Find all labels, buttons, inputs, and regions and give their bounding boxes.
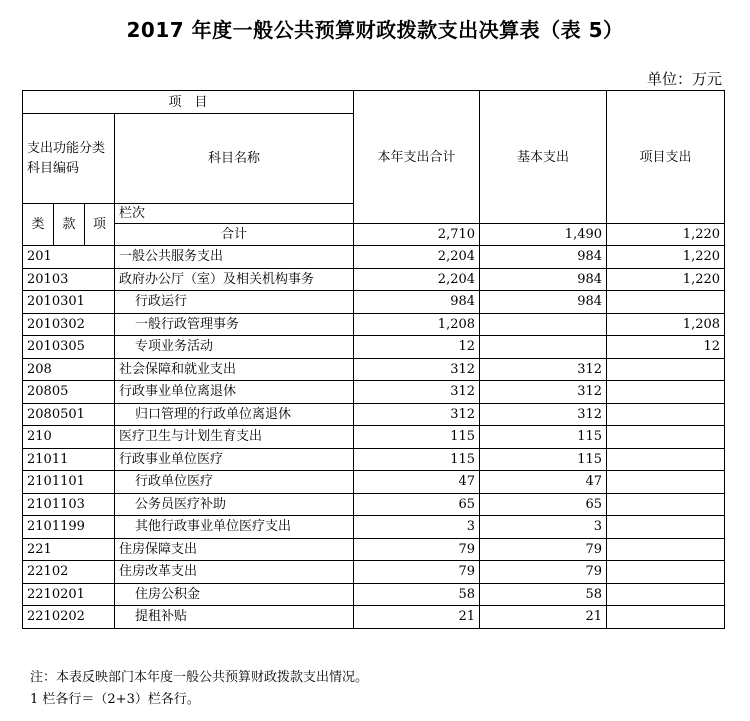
row-total: 21 xyxy=(354,606,480,629)
row-basic: 115 xyxy=(480,448,607,471)
row-code: 2010305 xyxy=(23,336,115,359)
row-total: 312 xyxy=(354,381,480,404)
row-code: 2010301 xyxy=(23,291,115,314)
row-basic xyxy=(480,336,607,359)
header-lei: 类 xyxy=(23,204,54,246)
row-project xyxy=(607,471,725,494)
row-basic: 3 xyxy=(480,516,607,539)
row-basic: 47 xyxy=(480,471,607,494)
row-subject-name: 行政单位医疗 xyxy=(115,471,354,494)
header-kuan: 款 xyxy=(54,204,85,246)
header-total: 本年支出合计 xyxy=(354,91,480,224)
row-project xyxy=(607,403,725,426)
row-basic: 65 xyxy=(480,493,607,516)
table-row xyxy=(23,538,725,561)
row-project xyxy=(607,448,725,471)
row-basic: 115 xyxy=(480,426,607,449)
row-total: 79 xyxy=(354,561,480,584)
table-row xyxy=(23,493,725,516)
row-total: 12 xyxy=(354,336,480,359)
row-project xyxy=(607,426,725,449)
row-subject-name: 一般公共服务支出 xyxy=(115,246,354,269)
row-project: 1,220 xyxy=(607,268,725,291)
row-code: 2210201 xyxy=(23,583,115,606)
row-code: 2101199 xyxy=(23,516,115,539)
header-project-expenditure: 项目支出 xyxy=(607,91,725,224)
table-row xyxy=(23,471,725,494)
table-row xyxy=(23,448,725,471)
table-row xyxy=(23,403,725,426)
row-subject-name: 行政事业单位医疗 xyxy=(115,448,354,471)
row-code: 2010302 xyxy=(23,313,115,336)
row-code: 2080501 xyxy=(23,403,115,426)
row-code: 20103 xyxy=(23,268,115,291)
row-subject-name: 归口管理的行政单位离退休 xyxy=(115,403,354,426)
row-code: 221 xyxy=(23,538,115,561)
row-total: 58 xyxy=(354,583,480,606)
row-total: 115 xyxy=(354,448,480,471)
note-line-1: 注：本表反映部门本年度一般公共预算财政拨款支出情况。 xyxy=(30,670,369,685)
header-basic: 基本支出 xyxy=(480,91,607,224)
row-subject-name: 住房改革支出 xyxy=(115,561,354,584)
sum-row xyxy=(23,224,725,246)
table-row xyxy=(23,358,725,381)
row-project xyxy=(607,561,725,584)
row-basic: 79 xyxy=(480,538,607,561)
row-project: 12 xyxy=(607,336,725,359)
row-code: 2101103 xyxy=(23,493,115,516)
unit-label: 单位：万元 xyxy=(646,70,722,88)
table-row xyxy=(23,291,725,314)
expenditure-table xyxy=(22,90,725,629)
row-code: 2210202 xyxy=(23,606,115,629)
header-row-project xyxy=(23,91,725,114)
table-row xyxy=(23,561,725,584)
row-subject-name: 专项业务活动 xyxy=(115,336,354,359)
table-row xyxy=(23,336,725,359)
row-subject-name: 公务员医疗补助 xyxy=(115,493,354,516)
row-basic: 312 xyxy=(480,403,607,426)
row-project xyxy=(607,493,725,516)
row-subject-name: 行政事业单位离退休 xyxy=(115,381,354,404)
table-row xyxy=(23,381,725,404)
row-basic: 58 xyxy=(480,583,607,606)
header-subject-name: 科目名称 xyxy=(115,114,354,204)
row-total: 312 xyxy=(354,358,480,381)
row-code: 20805 xyxy=(23,381,115,404)
row-code: 210 xyxy=(23,426,115,449)
row-project xyxy=(607,291,725,314)
row-basic: 984 xyxy=(480,268,607,291)
row-total: 984 xyxy=(354,291,480,314)
row-total: 312 xyxy=(354,403,480,426)
row-total: 2,204 xyxy=(354,246,480,269)
row-total: 47 xyxy=(354,471,480,494)
row-project xyxy=(607,606,725,629)
row-project: 1,220 xyxy=(607,246,725,269)
row-code: 201 xyxy=(23,246,115,269)
row-basic: 984 xyxy=(480,291,607,314)
row-subject-name: 行政运行 xyxy=(115,291,354,314)
row-subject-name: 提租补贴 xyxy=(115,606,354,629)
row-code: 208 xyxy=(23,358,115,381)
row-project xyxy=(607,358,725,381)
row-project xyxy=(607,538,725,561)
sum-label: 合计 xyxy=(115,224,354,246)
row-project xyxy=(607,583,725,606)
row-basic: 79 xyxy=(480,561,607,584)
table-row xyxy=(23,246,725,269)
row-total: 65 xyxy=(354,493,480,516)
row-code: 21011 xyxy=(23,448,115,471)
sum-total: 2,710 xyxy=(354,224,480,246)
row-total: 79 xyxy=(354,538,480,561)
row-subject-name: 社会保障和就业支出 xyxy=(115,358,354,381)
row-basic xyxy=(480,313,607,336)
header-lanci: 栏次 xyxy=(115,204,354,224)
table-row xyxy=(23,516,725,539)
table-row xyxy=(23,313,725,336)
row-subject-name: 其他行政事业单位医疗支出 xyxy=(115,516,354,539)
row-basic: 21 xyxy=(480,606,607,629)
row-subject-name: 住房保障支出 xyxy=(115,538,354,561)
table-row xyxy=(23,426,725,449)
row-subject-name: 医疗卫生与计划生育支出 xyxy=(115,426,354,449)
row-subject-name: 一般行政管理事务 xyxy=(115,313,354,336)
notes xyxy=(30,667,368,711)
row-code: 22102 xyxy=(23,561,115,584)
row-subject-name: 政府办公厅（室）及相关机构事务 xyxy=(115,268,354,291)
row-project xyxy=(607,381,725,404)
table-row xyxy=(23,583,725,606)
row-total: 1,208 xyxy=(354,313,480,336)
document-title: 2017 年度一般公共预算财政拨款支出决算表（表 5） xyxy=(126,18,624,42)
row-total: 115 xyxy=(354,426,480,449)
table-row xyxy=(23,606,725,629)
row-code: 2101101 xyxy=(23,471,115,494)
row-total: 2,204 xyxy=(354,268,480,291)
row-total: 3 xyxy=(354,516,480,539)
row-basic: 312 xyxy=(480,381,607,404)
row-basic: 312 xyxy=(480,358,607,381)
row-basic: 984 xyxy=(480,246,607,269)
header-xiang: 项 xyxy=(85,204,115,246)
header-func-code: 支出功能分类科目编码 xyxy=(23,114,115,204)
row-project xyxy=(607,516,725,539)
sum-project: 1,220 xyxy=(607,224,725,246)
header-project: 项 目 xyxy=(23,91,354,114)
sum-basic: 1,490 xyxy=(480,224,607,246)
row-subject-name: 住房公积金 xyxy=(115,583,354,606)
row-project: 1,208 xyxy=(607,313,725,336)
table-row xyxy=(23,268,725,291)
note-line-2: 1 栏各行＝（2+3）栏各行。 xyxy=(30,692,200,707)
